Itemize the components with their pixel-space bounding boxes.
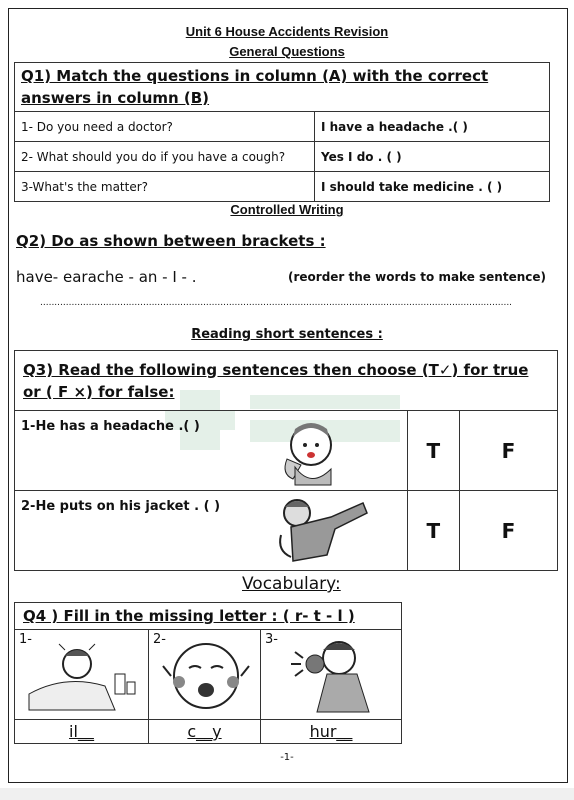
q3-false-option[interactable]: F <box>459 491 557 571</box>
q3-true-false-table <box>14 350 558 571</box>
q4-answer-cell[interactable] <box>261 720 402 744</box>
section-general-questions: General Questions <box>229 44 345 59</box>
q3-sentence-cell <box>15 411 408 491</box>
q2-answer-line[interactable]: ..................................................................................................................................................................... <box>40 298 513 308</box>
boy-jacket-illustration <box>271 495 371 565</box>
page-number: -1- <box>280 752 294 763</box>
q4-word: il__ <box>69 722 94 741</box>
bottom-band <box>0 788 574 800</box>
section-controlled-writing: Controlled Writing <box>230 202 344 217</box>
q4-word: hur__ <box>309 722 353 741</box>
q1-left-cell: 3-What's the matter? <box>15 172 315 202</box>
q3-true-option[interactable]: T <box>407 411 459 491</box>
section-vocabulary: Vocabulary: <box>242 574 341 594</box>
sick-in-bed-illustration <box>25 634 141 714</box>
q3-sentence: 2-He puts on his jacket . ( ) <box>21 499 221 514</box>
q4-answer-cell[interactable] <box>15 720 149 744</box>
q1-right-cell[interactable]: Yes I do . ( ) <box>315 142 550 172</box>
q4-item-number: 3- <box>265 632 278 647</box>
hurt-boy-illustration <box>277 634 387 714</box>
section-reading: Reading short sentences : <box>191 327 383 342</box>
crying-child-illustration <box>159 636 253 714</box>
q3-sentence: 1-He has a headache .( ) <box>21 419 200 434</box>
table-row <box>15 112 550 142</box>
q1-right-cell[interactable]: I have a headache .( ) <box>315 112 550 142</box>
q4-heading: Q4 ) Fill in the missing letter : ( r- t - l ) <box>23 607 355 625</box>
q4-fill-table <box>14 602 402 744</box>
q2-heading: Q2) Do as shown between brackets : <box>16 232 326 250</box>
q1-heading: Q1) Match the questions in column (A) with the correct answers in column (B) <box>15 63 550 112</box>
q3-false-option[interactable]: F <box>459 411 557 491</box>
q4-heading-cell <box>15 603 402 630</box>
q4-word: c__y <box>187 722 222 741</box>
q4-picture-cell <box>149 630 261 720</box>
table-row <box>15 142 550 172</box>
q4-picture-cell <box>15 630 149 720</box>
q4-picture-cell <box>261 630 402 720</box>
worksheet-title: Unit 6 House Accidents Revision <box>185 24 389 39</box>
boy-headache-illustration <box>277 419 339 487</box>
q4-item-number: 1- <box>19 632 32 647</box>
table-row <box>15 491 558 571</box>
q1-match-table <box>14 62 550 202</box>
q4-answer-cell[interactable] <box>149 720 261 744</box>
q1-left-cell: 2- What should you do if you have a cough? <box>15 142 315 172</box>
table-row <box>15 172 550 202</box>
q3-sentence-cell <box>15 491 408 571</box>
q2-instruction: (reorder the words to make sentence) <box>288 270 546 284</box>
q3-true-option[interactable]: T <box>407 491 459 571</box>
q2-words: have- earache - an - I - . <box>16 268 197 286</box>
q4-item-number: 2- <box>153 632 166 647</box>
table-row <box>15 411 558 491</box>
q1-right-cell[interactable]: I should take medicine . ( ) <box>315 172 550 202</box>
q3-heading: Q3) Read the following sentences then choose (T✓) for true or ( F ×) for false: <box>15 351 558 411</box>
q1-left-cell: 1- Do you need a doctor? <box>15 112 315 142</box>
